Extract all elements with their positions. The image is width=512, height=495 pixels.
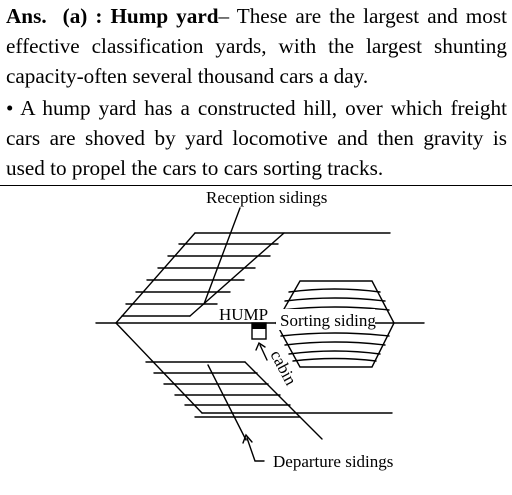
sorting-label: Sorting siding xyxy=(280,311,376,330)
answer-prefix: Ans. xyxy=(6,4,47,28)
bullet-body: A hump yard has a constructed hill, over which freight cars are shoved by yard locomotive and then gravity is used to propel the cars to cars sorting tracks. xyxy=(6,96,507,180)
hump-label: HUMP xyxy=(219,305,269,324)
departure-label: Departure sidings xyxy=(273,452,394,471)
answer-term: Hump yard xyxy=(110,4,219,28)
answer-option: (a) : xyxy=(62,4,103,28)
answer-body: – These are the largest and most effective classification yards, with the largest shunting capacity-often several thousand cars a day. xyxy=(6,4,508,88)
cabin-arrow xyxy=(260,345,267,360)
cabin-label: cabin xyxy=(266,346,301,389)
reception-label: Reception sidings xyxy=(206,188,328,207)
departure-sidings xyxy=(116,323,392,440)
bullet-icon: • xyxy=(6,96,14,120)
departure-arrow xyxy=(247,438,264,461)
